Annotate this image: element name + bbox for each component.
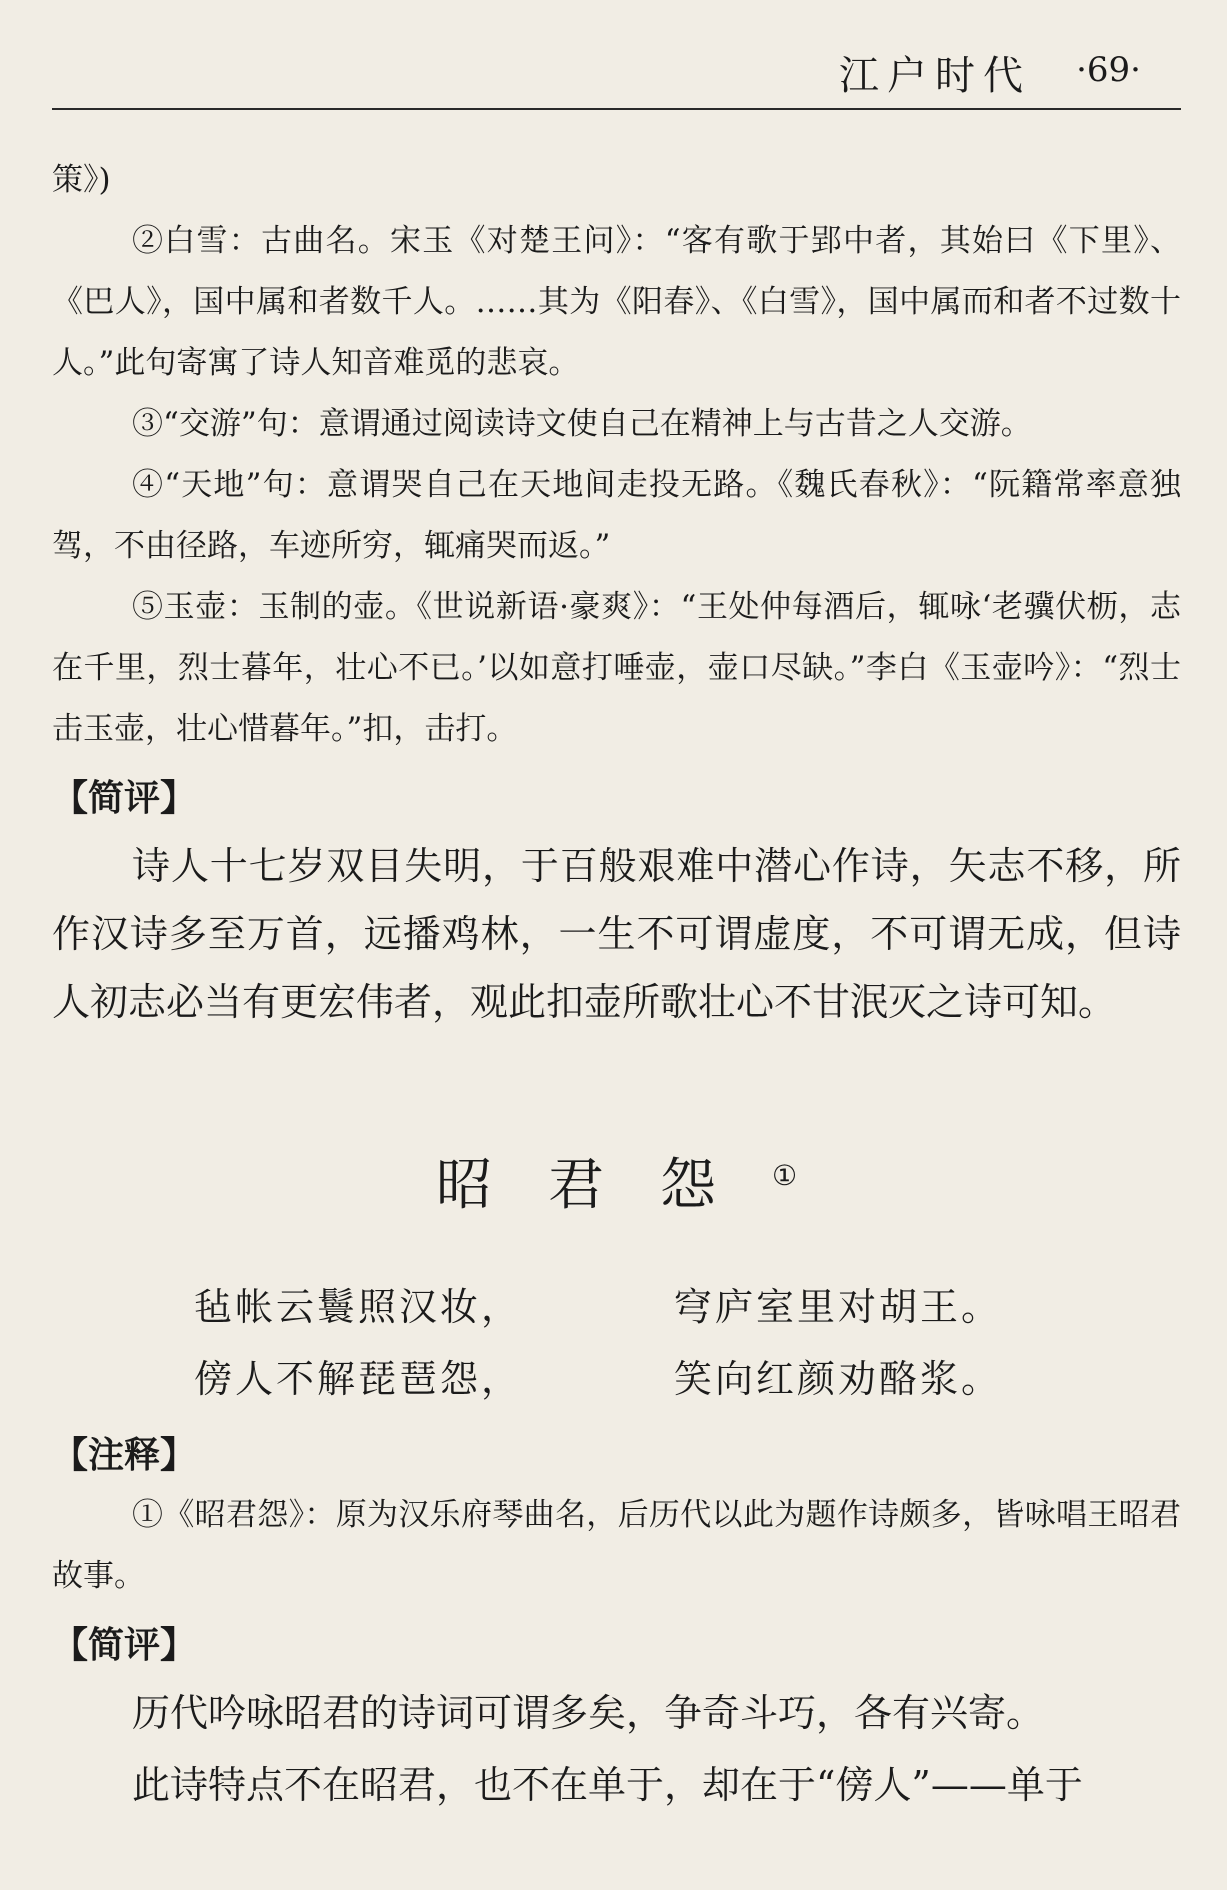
poem-title-footnote-mark: ① — [771, 1159, 798, 1192]
annotation-paragraph: ①《昭君怨》：原为汉乐府琴曲名，后历代以此为题作诗颇多，皆咏唱王昭君故事。 — [52, 1497, 1181, 1594]
chapter-title: 江户时代 — [839, 53, 1031, 99]
poem-title — [52, 1141, 1181, 1231]
review-2-paragraph-1: 历代吟咏昭君的诗词可谓多矣，争奇斗巧，各有兴寄。 — [132, 1691, 1045, 1735]
poem-line — [194, 1343, 1181, 1415]
note-3: ③“交游”句：意谓通过阅读诗文使自己在精神上与古昔之人交游。 — [132, 406, 1032, 442]
annotation-heading: 【注释】 — [52, 1434, 197, 1476]
review-heading: 【简评】 — [52, 777, 197, 819]
note-continuation: 策》) — [52, 162, 111, 198]
note-4: ④“天地”句：意谓哭自己在天地间走投无路。《魏氏春秋》：“阮籍常率意独驾，不由径路，车迹所穷，辄痛哭而返。” — [52, 467, 1181, 564]
note-5: ⑤玉壶：玉制的壶。《世说新语·豪爽》：“王处仲每酒后，辄咏‘老骥伏枥，志在千里，烈士暮年，壮心不已。’以如意打唾壶，壶口尽缺。”李白《玉壶吟》：“烈士击玉壶，壮心惜暮年。”扣，击打。 — [52, 589, 1181, 747]
page-number: ·69· — [1076, 50, 1141, 90]
poem-line — [194, 1271, 1181, 1343]
review-heading-2: 【简评】 — [52, 1624, 197, 1666]
poem-line-2-first-half: 傍人不解琵琶怨， — [194, 1357, 523, 1401]
running-header — [52, 28, 1181, 110]
poem-line-1-first-half: 毡帐云鬟照汉妆， — [194, 1285, 523, 1329]
review-paragraph: 诗人十七岁双目失明，于百般艰难中潜心作诗，矢志不移，所作汉诗多至万首，远播鸡林，一生不可谓虚度，不可谓无成，但诗人初志必当有更宏伟者，观此扣壶所歌壮心不甘泯灭之诗可知。 — [52, 844, 1181, 1024]
poem-title-text: 昭君怨 — [435, 1153, 772, 1218]
poem-line-2-second-half: 笑向红颜劝酪浆。 — [674, 1357, 1003, 1401]
note-2: ②白雪：古曲名。宋玉《对楚王问》：“客有歌于郢中者，其始曰《下里》、《巴人》，国中属和者数千人。……其为《阳春》、《白雪》，国中属而和者不过数十人。”此句寄寓了诗人知音难觅的悲哀。 — [52, 223, 1181, 381]
poem-body — [194, 1271, 1181, 1415]
page-body — [52, 150, 1181, 1819]
poem-line-1-second-half: 穹庐室里对胡王。 — [674, 1285, 1003, 1329]
review-2-paragraph-2: 此诗特点不在昭君，也不在单于，却在于“傍人”——单于 — [132, 1763, 1083, 1807]
